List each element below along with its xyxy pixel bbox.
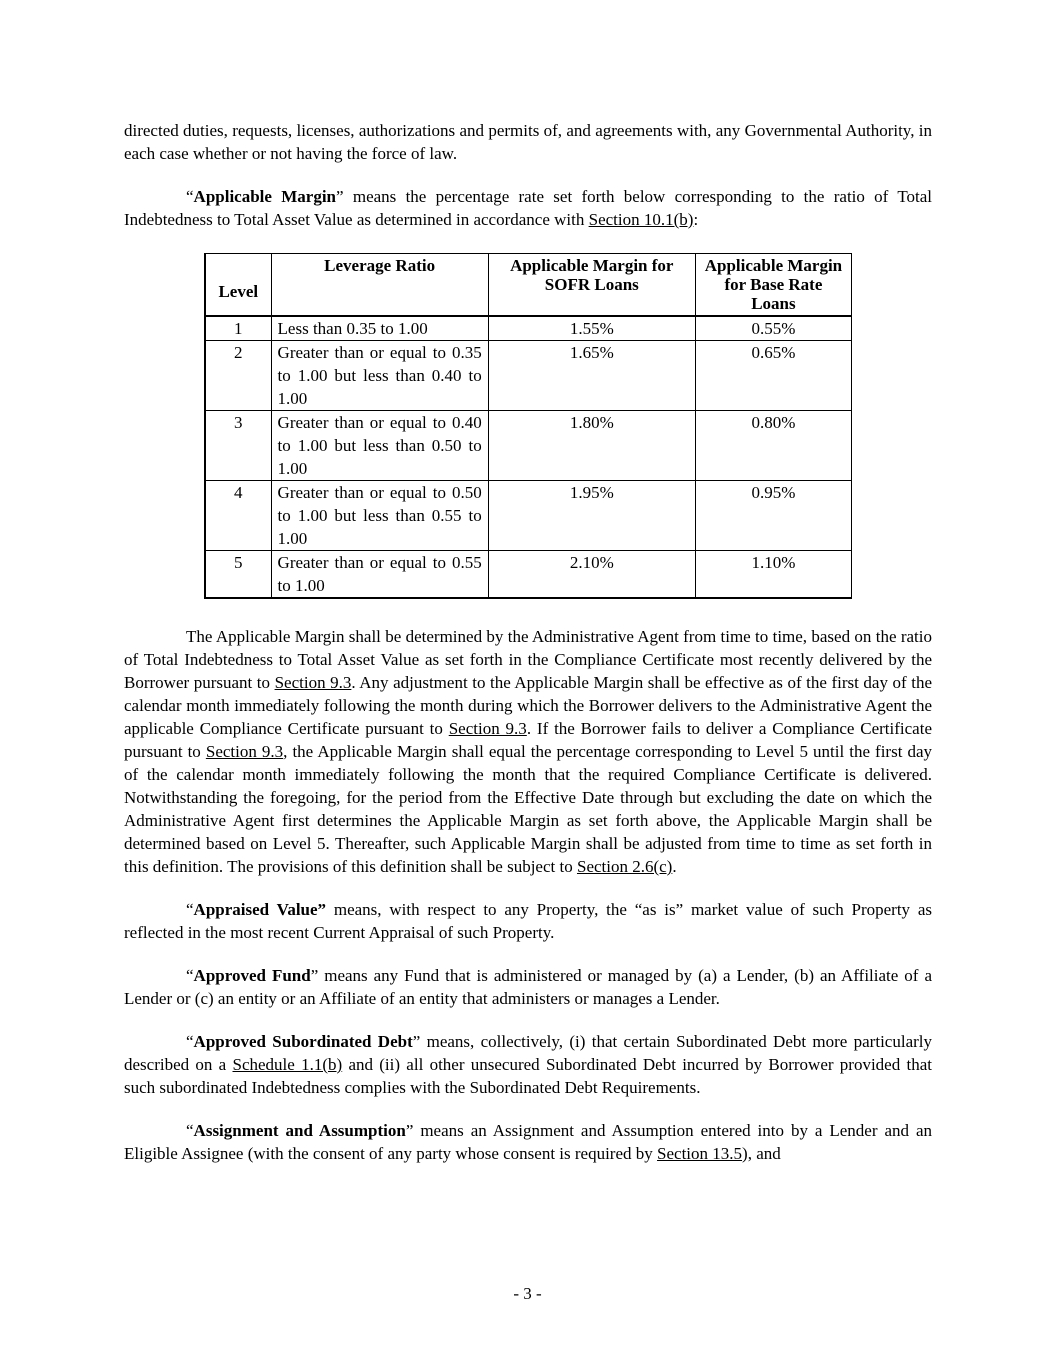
cell-base-rate-margin: 0.95%: [695, 481, 851, 551]
definition-text-2: ), and: [742, 1144, 781, 1163]
close-quote: ”: [336, 187, 344, 206]
cell-sofr-margin: 1.80%: [488, 411, 695, 481]
section-ref-9-3[interactable]: Section 9.3: [448, 719, 527, 738]
cell-sofr-margin: 1.95%: [488, 481, 695, 551]
cell-leverage-ratio: Greater than or equal to 0.40 to 1.00 but less than 0.50 to 1.00: [271, 411, 488, 481]
defined-term-approved-fund: Approved Fund: [193, 966, 311, 985]
close-quote: ”: [310, 966, 319, 985]
definition-text: means the percentage rate set forth below corresponding to the ratio of Total Indebtedness to Total Asset Value as determined in accordance with: [124, 187, 933, 229]
header-leverage-ratio: Leverage Ratio: [271, 254, 488, 317]
cell-level: 5: [205, 551, 271, 599]
cell-level: 3: [205, 411, 271, 481]
section-ref-2-6c[interactable]: Section 2.6(c): [576, 857, 673, 876]
cell-level: 1: [205, 316, 271, 341]
determination-text-2: . Any adjustment to the Applicable Margin shall be effective as of the first day of the calendar month immediately following the month during which the Borrower delivers to the Administrative Agent the applicable Compliance Certificate pursuant to: [124, 673, 932, 738]
cell-sofr-margin: 2.10%: [488, 551, 695, 599]
close-quote: ”: [412, 1032, 421, 1051]
close-quote: ”: [405, 1121, 414, 1140]
determination-text-4: , the Applicable Margin shall equal the percentage corresponding to Level 5 until the first day of the calendar month immediately following the month that the required Compliance Certificate is delivered. Notwithstanding the foregoing, for the period from the Effective Date through but excluding the date on which the Administrative Agent first determines the Applicable Margin as set forth above, the Applicable Margin shall be determined based on Level 5. Thereafter, such Applicable Margin shall be adjusted from time to time as set forth in this definition. The provisions of this definition shall be subject to: [124, 742, 932, 876]
cell-leverage-ratio: Less than 0.35 to 1.00: [271, 316, 488, 341]
section-ref-13-5[interactable]: Section 13.5: [657, 1144, 743, 1163]
defined-term-assignment-and-assumption: Assignment and Assumption: [193, 1121, 406, 1140]
intro-paragraph: directed duties, requests, licenses, authorizations and permits of, and agreements with, any Governmental Authority, in each case whether or not having the force of law.: [124, 121, 932, 163]
open-quote: “: [186, 900, 194, 919]
cell-base-rate-margin: 0.65%: [695, 341, 851, 411]
approved-subordinated-debt-definition: [124, 1030, 932, 1099]
cell-base-rate-margin: 0.80%: [695, 411, 851, 481]
table-row: [205, 411, 852, 481]
table-row: [205, 316, 852, 341]
header-level: Level: [205, 254, 271, 317]
cell-base-rate-margin: 1.10%: [695, 551, 851, 599]
cell-leverage-ratio: Greater than or equal to 0.50 to 1.00 but less than 0.55 to 1.00: [271, 481, 488, 551]
definition-text-1: means, collectively, (i) that certain Subordinated Debt more particularly described on a: [124, 1032, 932, 1074]
cell-sofr-margin: 1.55%: [488, 316, 695, 341]
header-base-rate-margin: Applicable Margin for Base Rate Loans: [695, 254, 851, 317]
definition-text: means any Fund that is administered or managed by (a) a Lender, (b) an Affiliate of a Lender or (c) an entity or an Affiliate of an entity that administers or manages a Lender.: [124, 966, 932, 1008]
definition-text: means, with respect to any Property, the “as is” market value of such Property as reflected in the most recent Current Appraisal of such Property.: [124, 900, 933, 942]
table-row: [205, 481, 852, 551]
determination-text-5: .: [672, 857, 677, 876]
section-ref-10-1b[interactable]: Section 10.1(b): [588, 210, 694, 229]
header-sofr-margin: Applicable Margin for SOFR Loans: [488, 254, 695, 317]
open-quote: “: [186, 966, 194, 985]
approved-fund-definition: [124, 964, 932, 1010]
determination-text-3: . If the Borrower fails to deliver a Compliance Certificate pursuant to: [124, 719, 932, 761]
cell-sofr-margin: 1.65%: [488, 341, 695, 411]
appraised-value-definition: [124, 898, 932, 944]
cell-leverage-ratio: Greater than or equal to 0.35 to 1.00 but less than 0.40 to 1.00: [271, 341, 488, 411]
determination-text-1: The Applicable Margin shall be determined by the Administrative Agent from time to time, based on the ratio of Total Indebtedness to Total Asset Value as set forth in the Compliance Certificate most recently delivered by the Borrower pursuant to: [124, 627, 932, 692]
table-row: [205, 551, 852, 599]
definition-tail: :: [693, 210, 699, 229]
cell-level: 2: [205, 341, 271, 411]
cell-base-rate-margin: 0.55%: [695, 316, 851, 341]
defined-term-appraised-value: Appraised Value”: [193, 900, 327, 919]
open-quote: “: [186, 1032, 194, 1051]
page-number: - 3 -: [513, 1284, 542, 1303]
open-quote: “: [186, 187, 194, 206]
determination-paragraph: [124, 625, 932, 878]
table-row: [205, 341, 852, 411]
definition-text-1: means an Assignment and Assumption entered into by a Lender and an Eligible Assignee (with the consent of any party whose consent is required by: [124, 1121, 932, 1163]
table-header-row: [205, 254, 852, 317]
defined-term-approved-subordinated-debt: Approved Subordinated Debt: [193, 1032, 413, 1051]
cell-leverage-ratio: Greater than or equal to 0.55 to 1.00: [271, 551, 488, 599]
schedule-ref-1-1b[interactable]: Schedule 1.1(b): [232, 1055, 343, 1074]
assignment-and-assumption-definition: [124, 1119, 932, 1165]
cell-level: 4: [205, 481, 271, 551]
open-quote: “: [186, 1121, 194, 1140]
page-body: [124, 119, 932, 1165]
defined-term-applicable-margin: Applicable Margin: [193, 187, 337, 206]
applicable-margin-table: [204, 253, 852, 599]
applicable-margin-definition: [124, 185, 932, 231]
section-ref-9-3[interactable]: Section 9.3: [205, 742, 284, 761]
section-ref-9-3[interactable]: Section 9.3: [274, 673, 352, 692]
definition-text-2: and (ii) all other unsecured Subordinated Debt incurred by Borrower provided that such subordinated Indebtedness complies with the Subordinated Debt Requirements.: [124, 1055, 932, 1097]
